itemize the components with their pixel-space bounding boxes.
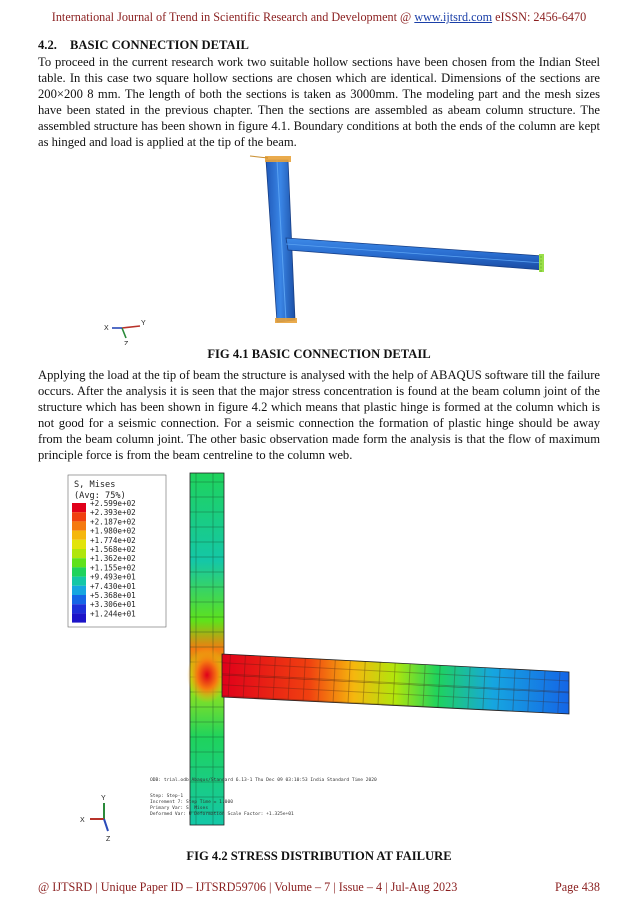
legend-swatch [72, 540, 86, 549]
legend-value: +1.980e+02 [90, 526, 136, 536]
page-number: Page 438 [554, 880, 600, 894]
axis-triad-icon [104, 320, 146, 345]
section-title: BASIC CONNECTION DETAIL [70, 38, 249, 52]
legend-swatch [72, 558, 86, 567]
legend-title: S, Mises [74, 480, 116, 490]
section-number: 4.2. [38, 38, 57, 52]
legend-value: +2.187e+02 [90, 517, 136, 527]
stressed-column [187, 473, 227, 825]
legend-swatch [72, 531, 86, 540]
axis2-label-z: Z [106, 836, 111, 843]
analysis-info [150, 777, 377, 817]
footer-info: @ IJTSRD | Unique Paper ID – IJTSRD59706 | Volume – 7 | Issue – 4 | Jul-Aug 2023 [38, 880, 458, 894]
axis-label-y: Y [141, 320, 146, 327]
plastic-hinge-zone [187, 647, 227, 703]
legend-subtitle: (Avg: 75%) [74, 491, 126, 501]
legend-value: +1.774e+02 [90, 535, 136, 545]
axis2-label-x: X [80, 817, 85, 824]
legend-value: +1.362e+02 [90, 554, 136, 564]
legend-swatch [72, 577, 86, 586]
legend-value: +3.306e+01 [90, 600, 136, 610]
legend-value: +5.368e+01 [90, 591, 136, 600]
figure-caption-1: FIG 4.1 BASIC CONNECTION DETAIL [207, 347, 431, 361]
legend-swatch [72, 512, 86, 521]
legend-value: +2.599e+02 [90, 499, 136, 508]
increment-line: Increment 7: Step Time = 1.000 [150, 800, 233, 805]
legend-swatch [72, 586, 86, 595]
paragraph-analysis: Applying the load at the tip of beam the structure is analysed with the help of ABAQUS software till the failure occurs. After the analysis it is seen that the major stress concentration is found at the beam column joint of the structure which has been shown in figure 4.2 which means that plastic hinge is formed at the column which is not good for a seismic connection. For a seismic connection the formation of plastic hinge should be away from the beam column joint. The other basic observation made form the analysis is that the flow of maximum principle force is from the beam centreline to the column web. [38, 368, 600, 462]
legend-value: +1.568e+02 [90, 545, 136, 554]
legend-swatch [72, 595, 86, 604]
legend-swatch [72, 521, 86, 530]
journal-link[interactable]: www.ijtsrd.com [414, 10, 493, 24]
axis-label-x: X [104, 325, 109, 332]
legend-value: +9.493e+01 [90, 572, 136, 582]
step-line: Step: Step-1 [150, 794, 184, 799]
legend-value: +2.393e+02 [90, 508, 136, 518]
legend-swatch [72, 567, 86, 576]
figure-caption-2: FIG 4.2 STRESS DISTRIBUTION AT FAILURE [186, 849, 452, 863]
legend-swatch [72, 604, 86, 613]
page-footer [38, 880, 600, 895]
journal-header [0, 10, 638, 25]
figure-basic-connection [100, 150, 560, 345]
legend-swatch [72, 613, 86, 622]
beam-model [286, 238, 544, 272]
legend-value: +1.244e+01 [90, 609, 136, 619]
stress-legend [68, 475, 166, 627]
axis-label-z: Z [124, 341, 129, 345]
axis-triad-icon-2 [80, 795, 111, 843]
legend-value: +1.155e+02 [90, 563, 136, 573]
stressed-beam [222, 654, 569, 714]
header-text: International Journal of Trend in Scientific Research and Development @ [51, 10, 415, 24]
axis2-label-y: Y [101, 795, 106, 802]
legend-value: +7.430e+01 [90, 581, 136, 591]
primary-var-line: Primary Var: S, Mises [150, 806, 209, 811]
figure-stress-distribution [60, 467, 580, 845]
section-heading [38, 38, 249, 53]
deformed-var-line: Deformed Var: U Deformation Scale Factor: +1.325e+01 [150, 812, 294, 817]
header-issn: eISSN: 2456-6470 [492, 10, 587, 24]
legend-swatch [72, 549, 86, 558]
paragraph-intro: To proceed in the current research work two suitable hollow sections have been chosen from the Indian Steel table. In this case two square hollow sections are chosen which are identical. Dimensions of the sections are 200×200 8 mm. The length of both the sections is taken as 3000mm. The modeling part and the mesh sizes have been stated in the previous chapter. Then the sections are assembled as abeam column structure. The assembled structure has been shown in figure 4.1. Boundary conditions at both the ends of the column are kept as hinged and load is applied at the tip of the beam. [38, 55, 600, 149]
legend-swatch [72, 503, 86, 512]
odb-line: ODB: trial.odb Abaqus/Standard 6.13-1 Thu Dec 09 03:10:53 India Standard Time 2020 [150, 778, 377, 783]
